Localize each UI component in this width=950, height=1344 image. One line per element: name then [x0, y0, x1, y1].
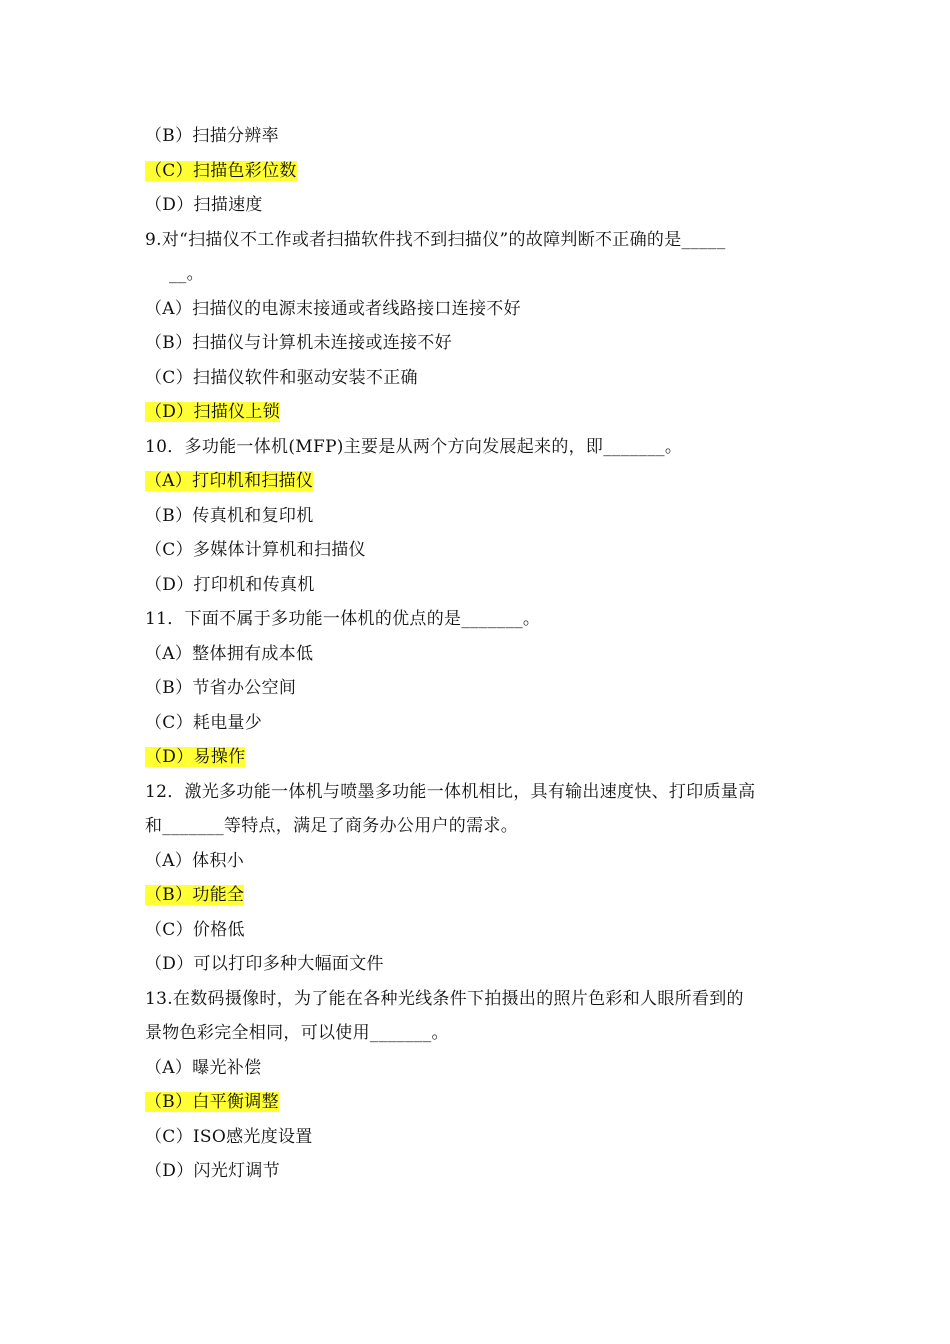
text-line	[145, 119, 810, 154]
text-line	[145, 775, 810, 810]
text-line	[145, 1016, 810, 1051]
line-text: （C）价格低	[145, 919, 245, 940]
line-text: （A）整体拥有成本低	[145, 643, 314, 664]
text-line	[145, 982, 810, 1017]
highlighted-answer: （C）扫描色彩位数	[145, 160, 297, 181]
line-text: （D）可以打印多种大幅面文件	[145, 954, 384, 974]
text-line	[145, 844, 810, 879]
text-line	[145, 223, 810, 258]
text-line	[145, 1120, 810, 1155]
line-text: （B）节省办公空间	[145, 678, 297, 698]
text-line	[145, 361, 810, 396]
text-line	[145, 602, 810, 637]
line-text: 景物色彩完全相同，可以使用_______。	[145, 1023, 449, 1043]
highlighted-answer: （B）白平衡调整	[145, 1092, 279, 1112]
line-text: （B）扫描分辨率	[145, 126, 279, 146]
text-line	[145, 878, 810, 913]
line-text: 和_______等特点，满足了商务办公用户的需求。	[145, 816, 518, 836]
line-text: （A）体积小	[145, 850, 245, 871]
text-line	[145, 913, 810, 948]
line-text: （A）曝光补偿	[145, 1057, 262, 1078]
text-line	[145, 464, 810, 499]
text-line	[145, 1154, 810, 1189]
highlighted-answer: （B）功能全	[145, 885, 245, 905]
line-text: （C）耗电量少	[145, 712, 263, 733]
text-line	[145, 568, 810, 603]
line-text: （C）扫描仪软件和驱动安装不正确	[145, 367, 418, 388]
highlighted-answer: （A）打印机和扫描仪	[145, 471, 314, 491]
text-line	[145, 1051, 810, 1086]
highlighted-answer: （D）扫描仪上锁	[145, 402, 281, 422]
line-text: （B）传真机和复印机	[145, 505, 314, 526]
text-line	[145, 395, 810, 430]
text-line	[145, 188, 810, 223]
text-line	[145, 499, 810, 534]
text-line	[145, 533, 810, 568]
line-text: （D）打印机和传真机	[145, 574, 315, 595]
text-line	[145, 809, 810, 844]
text-line	[145, 1085, 810, 1120]
text-line	[145, 706, 810, 741]
text-line	[145, 740, 810, 775]
line-text: 12．激光多功能一体机与喷墨多功能一体机相比，具有输出速度快、打印质量高	[145, 781, 756, 802]
line-text: （A）扫描仪的电源末接通或者线路接口连接不好	[145, 298, 521, 319]
question-list	[145, 119, 810, 1189]
text-line	[145, 430, 810, 465]
text-line	[145, 947, 810, 982]
line-text: 13.在数码摄像时，为了能在各种光线条件下拍摄出的照片色彩和人眼所看到的	[145, 988, 744, 1009]
line-text: 11．下面不属于多功能一体机的优点的是_______。	[145, 609, 541, 629]
line-text: （C）多媒体计算机和扫描仪	[145, 540, 366, 560]
line-text: 10．多功能一体机(MFP)主要是从两个方向发展起来的，即_______。	[145, 436, 683, 457]
text-line	[145, 671, 810, 706]
line-text: （B）扫描仪与计算机未连接或连接不好	[145, 333, 452, 353]
text-line	[145, 257, 810, 292]
line-text: （C）ISO感光度设置	[145, 1126, 313, 1147]
text-line	[145, 154, 810, 189]
line-text: __。	[169, 264, 204, 284]
text-line	[145, 292, 810, 327]
text-line	[145, 326, 810, 361]
line-text: 9.对“扫描仪不工作或者扫描软件找不到扫描仪”的故障判断不正确的是_____	[145, 229, 726, 250]
highlighted-answer: （D）易操作	[145, 747, 246, 767]
line-text: （D）扫描速度	[145, 195, 263, 215]
text-line	[145, 637, 810, 672]
line-text: （D）闪光灯调节	[145, 1161, 281, 1181]
